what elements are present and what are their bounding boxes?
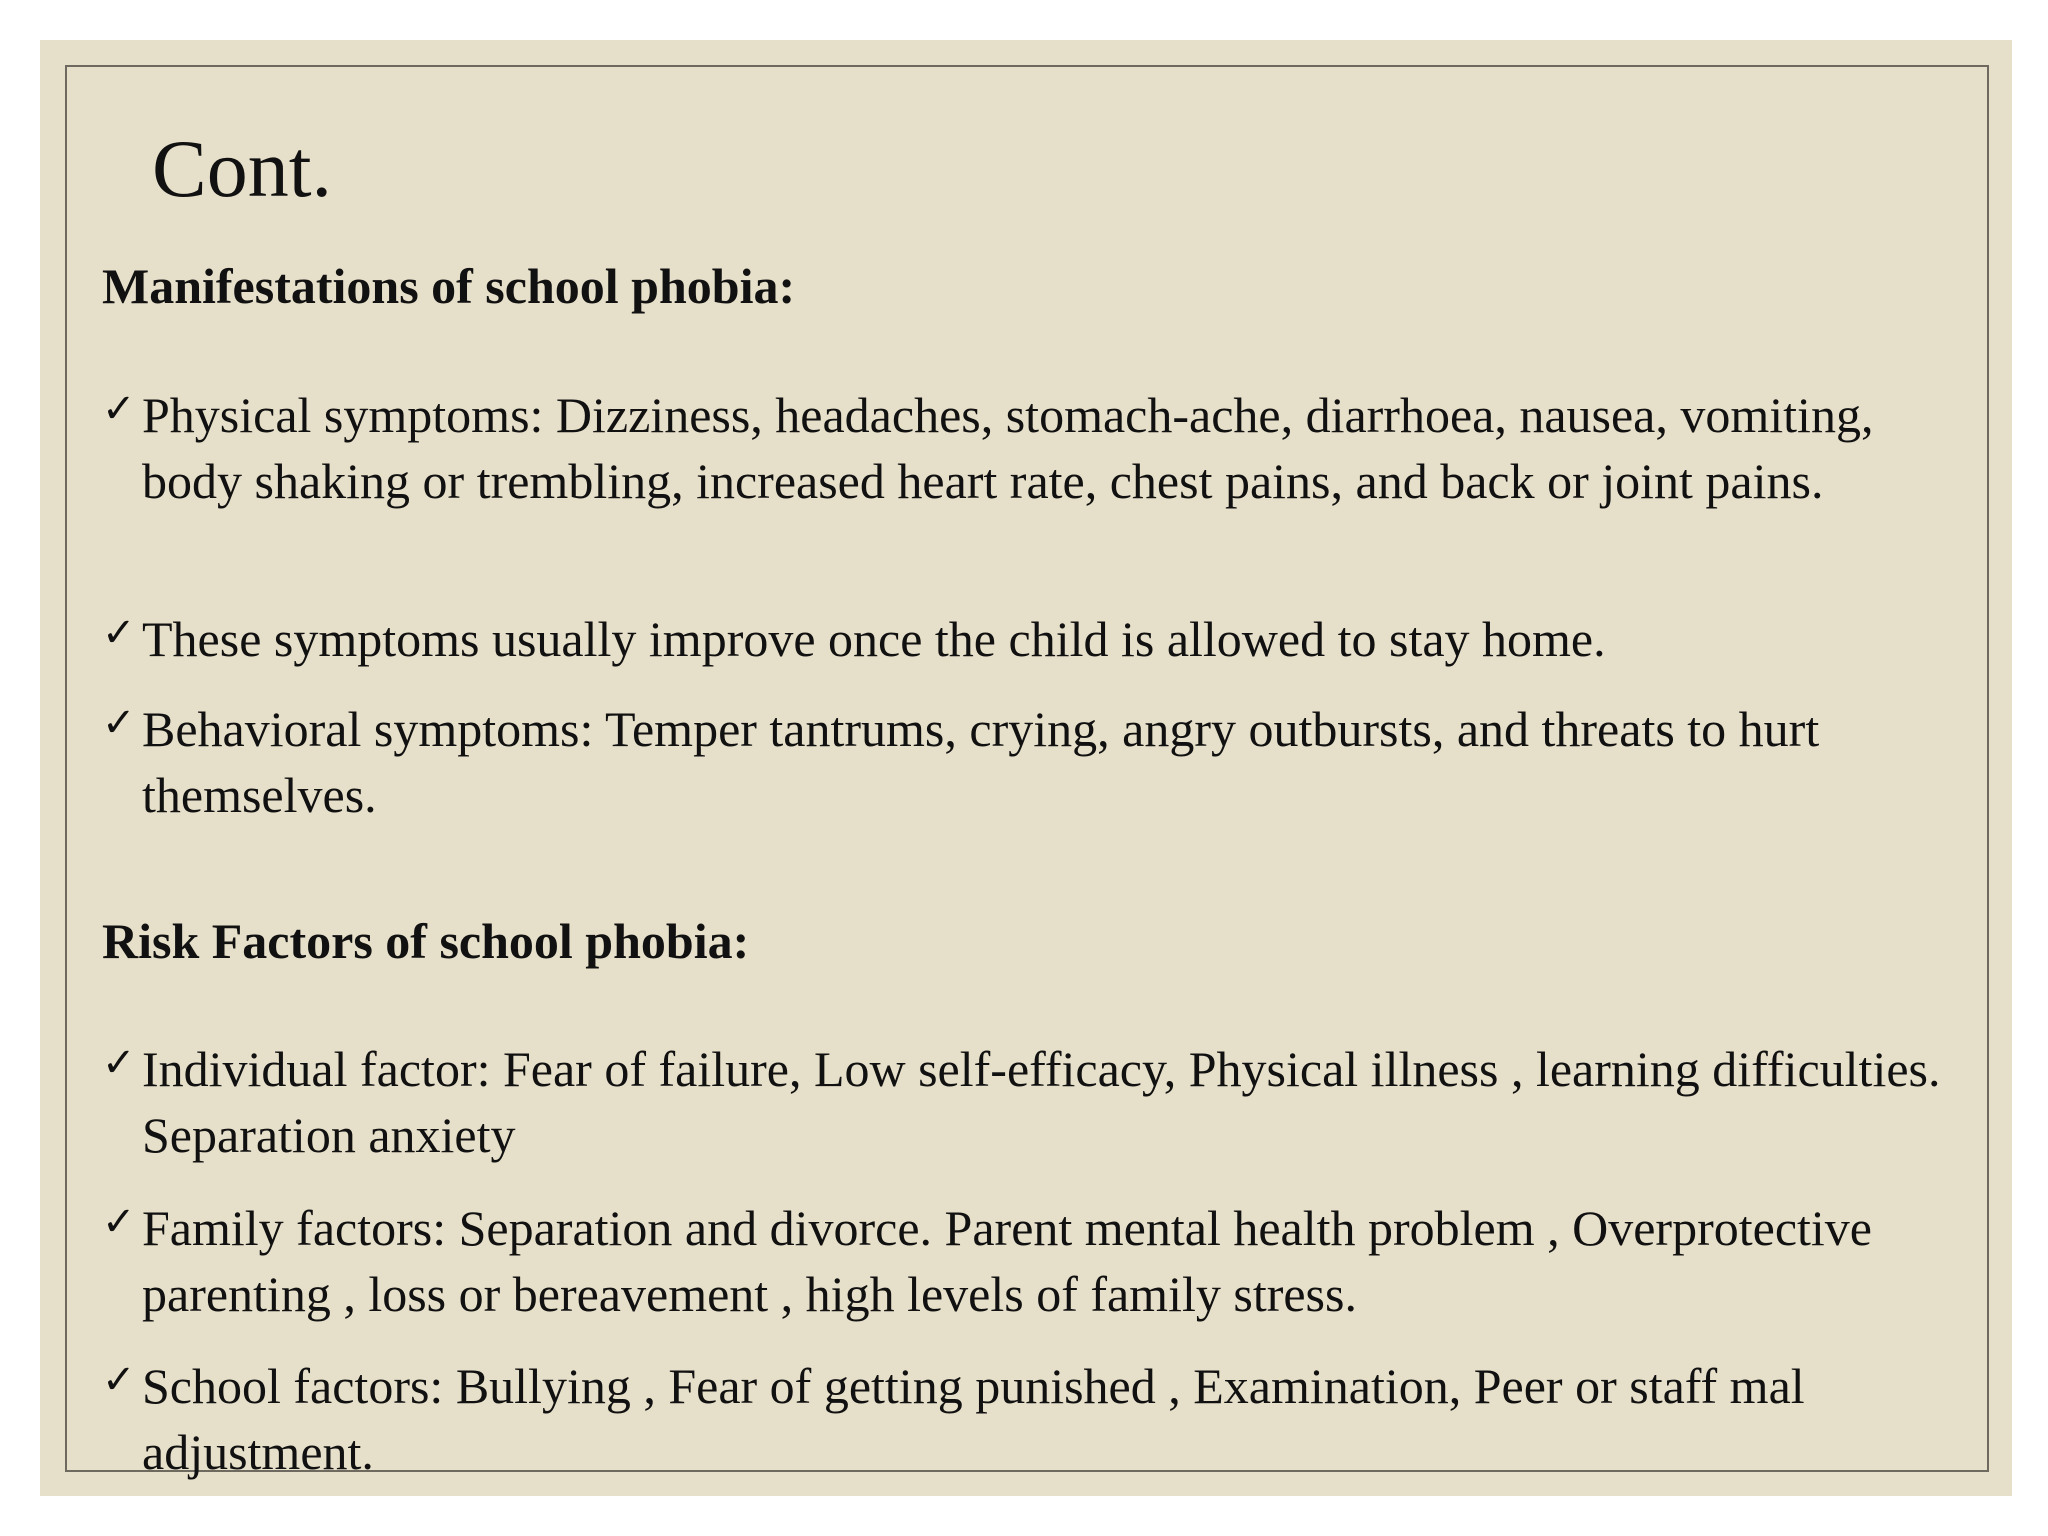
bullet-text: Behavioral symptoms: Temper tantrums, crying, angry outbursts, and threats to hurt themselves. <box>142 701 1820 823</box>
checkmark-icon: ✓ <box>102 1199 136 1245</box>
manifestations-heading: Manifestations of school phobia: <box>102 258 796 314</box>
risk-factors-heading: Risk Factors of school phobia: <box>102 913 750 969</box>
bullet-text: These symptoms usually improve once the child is allowed to stay home. <box>142 611 1606 667</box>
bullet-behavioral-symptoms <box>102 696 1962 828</box>
checkmark-icon: ✓ <box>102 700 136 746</box>
bullet-text: Individual factor: Fear of failure, Low self-efficacy, Physical illness , learning difficulties. Separation anxiety <box>142 1041 1941 1163</box>
bullet-school-factors <box>102 1353 1962 1485</box>
bullet-text: Family factors: Separation and divorce. Parent mental health problem , Overprotective parenting , loss or bereavement , high levels of family stress. <box>142 1200 1872 1322</box>
checkmark-icon: ✓ <box>102 386 136 432</box>
bullet-text: School factors: Bullying , Fear of getting punished , Examination, Peer or staff mal adjustment. <box>142 1358 1805 1480</box>
slide <box>40 40 2012 1496</box>
bullet-individual-factor <box>102 1036 1962 1168</box>
bullet-text: Physical symptoms: Dizziness, headaches, stomach-ache, diarrhoea, nausea, vomiting, body shaking or trembling, increased heart rate, chest pains, and back or joint pains. <box>142 387 1874 509</box>
checkmark-icon: ✓ <box>102 1040 136 1086</box>
checkmark-icon: ✓ <box>102 610 136 656</box>
bullet-family-factors <box>102 1195 1962 1327</box>
slide-title: Cont. <box>152 123 332 214</box>
bullet-symptoms-improve <box>102 606 1962 672</box>
bullet-physical-symptoms <box>102 382 1962 514</box>
checkmark-icon: ✓ <box>102 1357 136 1403</box>
